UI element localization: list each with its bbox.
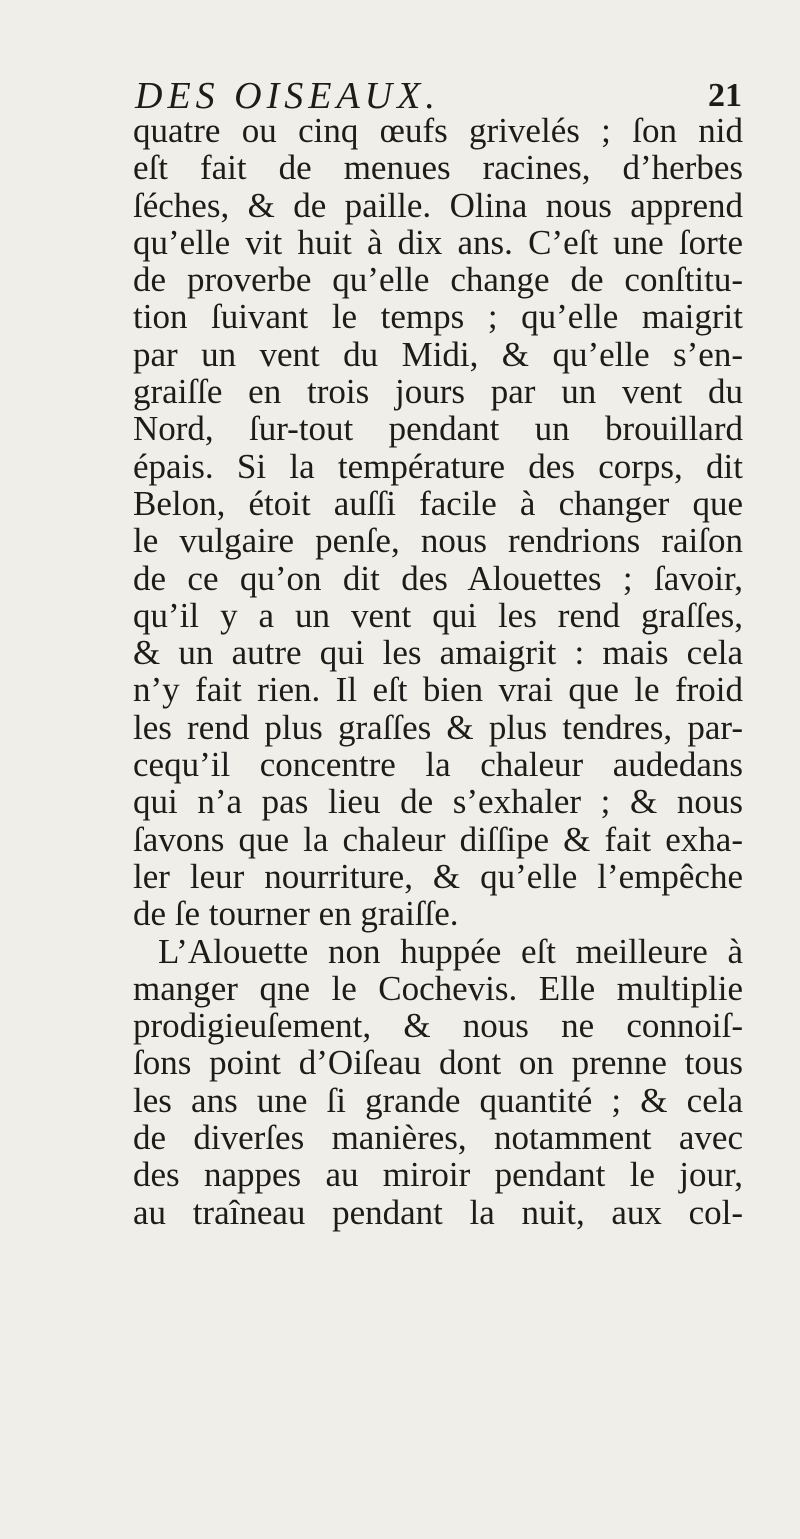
text-line: qu’il y a un vent qui les rend graſſes, bbox=[133, 595, 743, 635]
text-line: les rend plus graſſes & plus tendres, par- bbox=[133, 707, 743, 747]
text-line: de ce qu’on dit des Alouettes ; ſavoir, bbox=[133, 558, 743, 598]
text-line: qui n’a pas lieu de s’exhaler ; & nous bbox=[133, 782, 743, 822]
text-line: ſons point d’Oiſeau dont on prenne tous bbox=[133, 1043, 743, 1083]
text-line: de proverbe qu’elle change de conſtitu- bbox=[133, 260, 743, 300]
text-line: & un autre qui les amaigrit : mais cela bbox=[133, 633, 743, 673]
text-line: prodigieuſement, & nous ne connoiſ- bbox=[133, 1006, 743, 1046]
text-line: des nappes au miroir pendant le jour, bbox=[133, 1155, 743, 1195]
text-line: ſéches, & de paille. Olina nous apprend bbox=[133, 185, 743, 225]
text-line: ler leur nourriture, & qu’elle l’empêche bbox=[133, 856, 743, 896]
text-line: de diverſes manières, notamment avec bbox=[133, 1118, 743, 1158]
text-line: le vulgaire penſe, nous rendrions raiſon bbox=[133, 521, 743, 561]
text-line: les ans une ſi grande quantité ; & cela bbox=[133, 1080, 743, 1120]
body-text bbox=[133, 112, 743, 1231]
text-line: ſavons que la chaleur diſſipe & fait exha- bbox=[133, 819, 743, 859]
text-line: quatre ou cinq œufs grivelés ; ſon nid bbox=[133, 111, 743, 150]
running-title: DES OISEAUX. bbox=[135, 75, 440, 117]
text-line: de ſe tourner en graiſſe. bbox=[133, 894, 459, 934]
text-line: cequ’il concentre la chaleur audedans bbox=[133, 745, 743, 785]
text-line: L’Alouette non huppée eſt meilleure à bbox=[158, 931, 743, 971]
text-line: au traîneau pendant la nuit, aux col- bbox=[133, 1192, 743, 1232]
text-line: qu’elle vit huit à dix ans. C’eſt une ſorte bbox=[133, 222, 743, 262]
text-line: épais. Si la température des corps, dit bbox=[133, 446, 743, 486]
text-line: manger qne le Cochevis. Elle multiplie bbox=[133, 968, 743, 1008]
text-line: Belon, étoit auſſi facile à changer que bbox=[133, 483, 743, 523]
text-line: eſt fait de menues racines, d’herbes bbox=[133, 148, 743, 188]
text-line: Nord, ſur-tout pendant un brouillard bbox=[133, 409, 743, 449]
text-line: tion ſuivant le temps ; qu’elle maigrit bbox=[133, 297, 743, 337]
text-line: par un vent du Midi, & qu’elle s’en- bbox=[133, 334, 743, 374]
page-number: 21 bbox=[708, 77, 742, 114]
text-line: n’y fait rien. Il eſt bien vrai que le froid bbox=[133, 670, 743, 710]
text-line: graiſſe en trois jours par un vent du bbox=[133, 372, 743, 412]
